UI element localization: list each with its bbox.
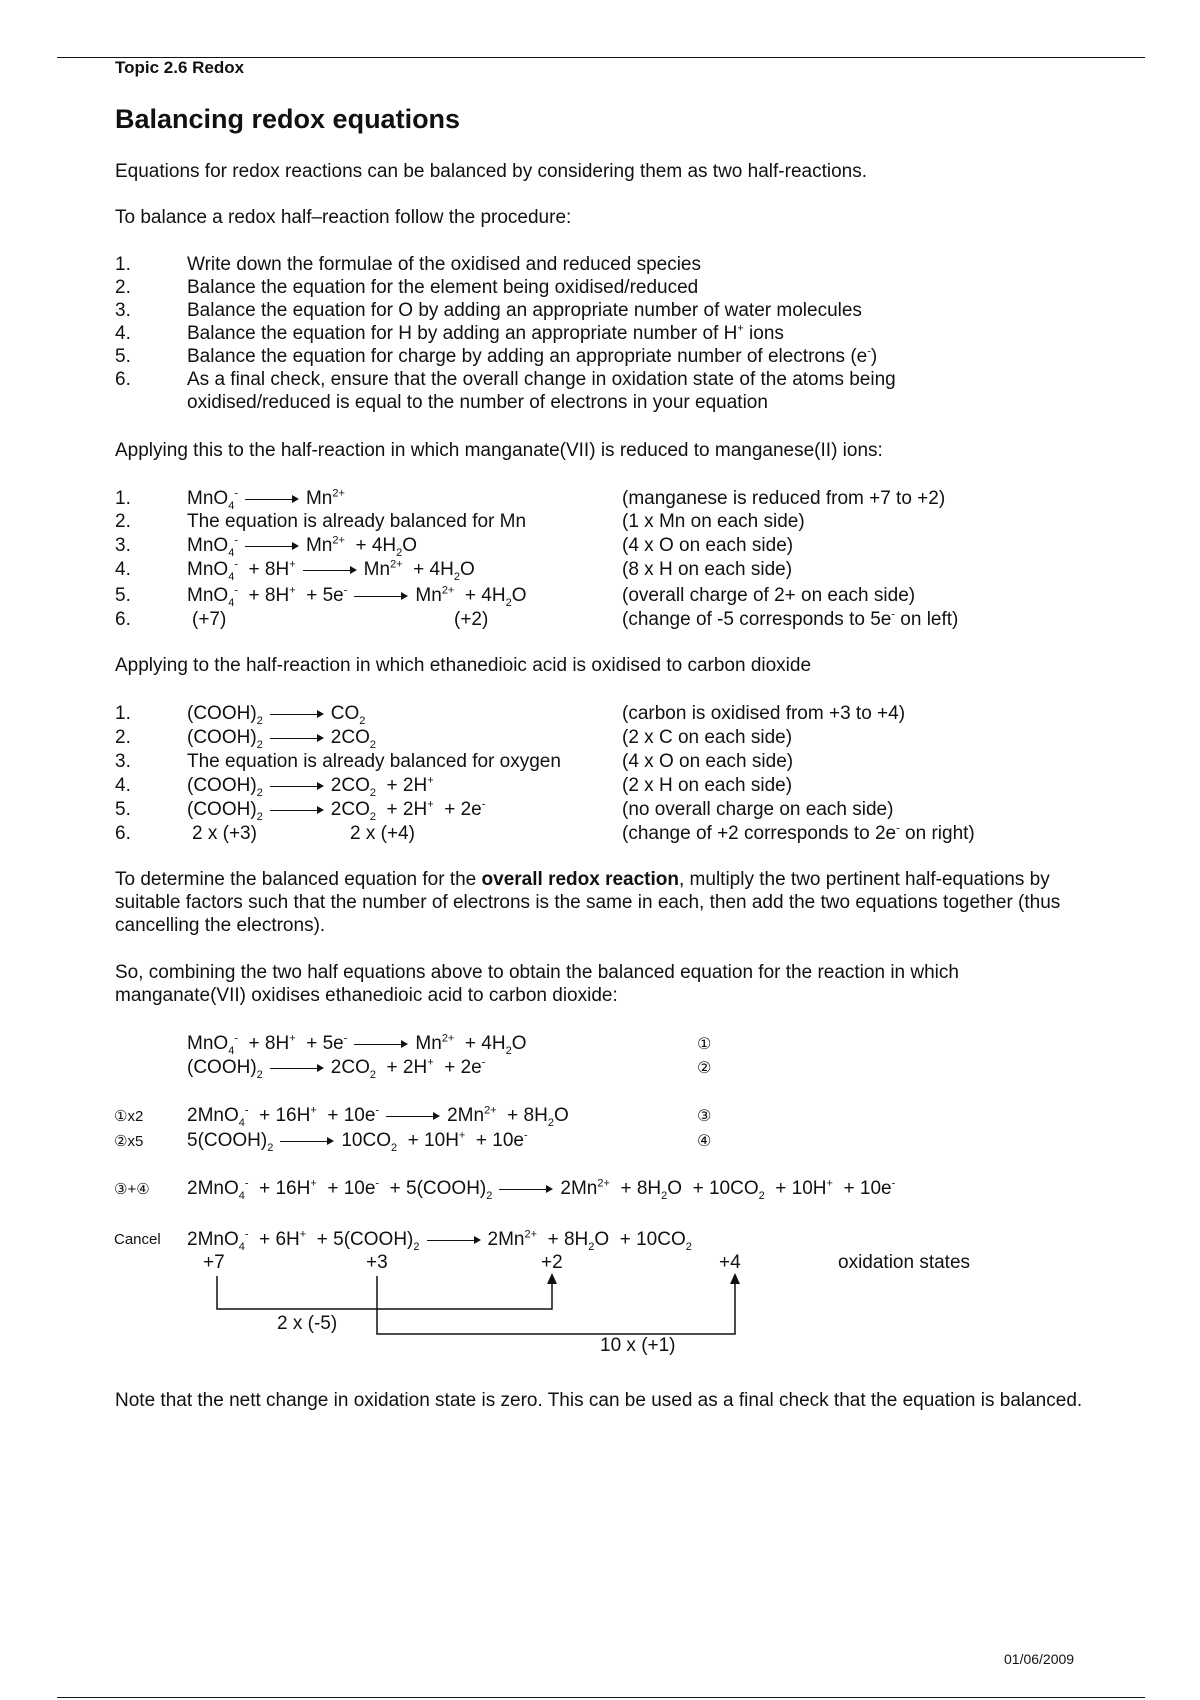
row-number: 5.	[115, 799, 131, 820]
equation-marker: ①	[697, 1036, 712, 1053]
topic-heading: Topic 2.6 Redox	[115, 58, 245, 77]
note: (carbon is oxidised from +3 to +4)	[622, 703, 906, 724]
equation: $(COOH)_2$ $CO_2$	[187, 703, 366, 727]
step-number: 5.	[115, 346, 131, 367]
note: (2 x H on each side)	[622, 775, 793, 796]
note: (4 x O on each side)	[622, 535, 794, 556]
equation: $5(COOH)_2$ $10CO_2 + 10H^+ + 10e^-$	[187, 1129, 528, 1154]
row-number: 3.	[115, 751, 131, 772]
note: (2 x C on each side)	[622, 727, 793, 748]
equation-marker: ③	[697, 1108, 712, 1125]
equation: $(COOH)_2$ $2CO_2$	[187, 727, 376, 751]
equation: The equation is already balanced for Mn	[187, 511, 527, 532]
row-number: 1.	[115, 703, 131, 724]
equation: MnO$_4$- + 8H+ + 5e- $Mn^{2+} + 4H_2O$	[187, 1032, 527, 1057]
equation: 2MnO$_4$- + 16H+ + 10e- $2Mn^{2+} + 8H_2O$	[187, 1104, 569, 1129]
step-text: Balance the equation for charge by adding an appropriate number of electrons (e-)	[187, 345, 878, 367]
step-number: 4.	[115, 323, 131, 344]
step-number: 2.	[115, 277, 131, 298]
multiplier-tag: ①x2	[114, 1108, 144, 1125]
bottom-rule	[57, 1697, 1145, 1698]
row-number: 4.	[115, 775, 131, 796]
note: (overall charge of 2+ on each side)	[622, 585, 916, 606]
final-note: Note that the nett change in oxidation state is zero. This can be used as a final check that the equation is balanced.	[115, 1390, 1083, 1411]
ox-state-left: (+7)	[192, 609, 227, 630]
equation: $(COOH)_2$ $2CO_2 + 2H^+ + 2e^-$	[187, 1056, 486, 1081]
row-number: 5.	[115, 585, 131, 606]
step-text: Balance the equation for H by adding an appropriate number of H+ ions	[187, 322, 784, 344]
step-number: 3.	[115, 300, 131, 321]
manganate-intro: Applying this to the half-reaction in which manganate(VII) is reduced to manganese(II) ions:	[115, 440, 883, 461]
cancel-tag: Cancel	[114, 1231, 161, 1248]
step-text: Balance the equation for O by adding an appropriate number of water molecules	[187, 300, 862, 321]
step-text: Write down the formulae of the oxidised and reduced species	[187, 254, 702, 275]
bracket-label-right: 10 x (+1)	[600, 1335, 676, 1356]
arrowhead-up	[547, 1273, 557, 1284]
ox-state-label: +3	[366, 1252, 388, 1273]
step-text: oxidised/reduced is equal to the number of electrons in your equation	[187, 392, 768, 413]
combining-paragraph: So, combining the two half equations above to obtain the balanced equation for the reaction in which manganate(VII) oxidises ethanedioic acid to carbon dioxide:	[115, 962, 959, 1006]
final-equation: $2MnO_4^- + 6H^+ + 5(COOH)_2$ $2Mn^{2+} + 8H_2O + 10CO_2$	[187, 1228, 692, 1253]
row-number: 2.	[115, 511, 131, 532]
equation: The equation is already balanced for oxygen	[187, 751, 561, 772]
ox-state-caption: oxidation states	[838, 1252, 971, 1273]
row-number: 2.	[115, 727, 131, 748]
row-number: 1.	[115, 488, 131, 509]
multiplier-tag: ②x5	[114, 1133, 144, 1150]
row-number: 3.	[115, 535, 131, 556]
equation-marker: ④	[697, 1133, 712, 1150]
overall-paragraph: To determine the balanced equation for the overall redox reaction, multiply the two pertinent half-equations by suitable factors such that the number of electrons is the same in each, then add the two equations together (thus cancelling the electrons).	[115, 869, 1061, 936]
equation-marker: ②	[697, 1060, 712, 1077]
ox-state-label: +4	[719, 1252, 741, 1273]
equation: MnO$_4$- + 8H+ + 5e- $Mn^{2+} + 4H_2O$	[187, 584, 527, 609]
note: (8 x H on each side)	[622, 559, 793, 580]
note: (4 x O on each side)	[622, 751, 794, 772]
step-number: 6.	[115, 369, 131, 390]
equation: MnO$_4$- $Mn^{2+} + 4H_2O$	[187, 534, 418, 559]
ox-state-left: 2 x (+3)	[192, 823, 257, 844]
footer-date: 01/06/2009	[1004, 1651, 1075, 1667]
step-text: Balance the equation for the element being oxidised/reduced	[187, 277, 699, 298]
note: (change of +2 corresponds to 2e- on right)	[622, 822, 975, 844]
sum-tag: ③+④	[114, 1181, 150, 1198]
step-number: 1.	[115, 254, 131, 275]
ox-state-right: 2 x (+4)	[350, 823, 415, 844]
row-number: 4.	[115, 559, 131, 580]
reduction-bracket-line	[217, 1276, 552, 1309]
bracket-label-left: 2 x (-5)	[277, 1313, 338, 1334]
ox-state-label: +7	[203, 1252, 225, 1273]
row-number: 6.	[115, 823, 131, 844]
oxidation-bracket-line	[377, 1276, 735, 1334]
note: (manganese is reduced from +7 to +2)	[622, 488, 946, 509]
arrowhead-up	[730, 1273, 740, 1284]
ox-state-right: (+2)	[454, 609, 489, 630]
page-title: Balancing redox equations	[115, 104, 461, 134]
ethanedioic-intro: Applying to the half-reaction in which ethanedioic acid is oxidised to carbon dioxide	[115, 655, 812, 676]
equation: $2MnO_4^- + 16H^+ + 10e^- + 5(COOH)_2$ $2Mn^{2+} + 8H_2O + 10CO_2 + 10H^+ + 10e^-$	[187, 1177, 896, 1202]
equation: MnO$_4$- $Mn^{2+}$	[187, 487, 345, 512]
note: (no overall charge on each side)	[622, 799, 894, 820]
intro-text: Equations for redox reactions can be balanced by considering them as two half-reactions.	[115, 161, 867, 182]
equation: $(COOH)_2$ $2CO_2 + 2H^+$	[187, 774, 434, 799]
equation: $(COOH)_2$ $2CO_2 + 2H^+ + 2e^-$	[187, 798, 486, 823]
ox-state-label: +2	[541, 1252, 563, 1273]
procedure-intro: To balance a redox half–reaction follow the procedure:	[115, 207, 572, 228]
note: (1 x Mn on each side)	[622, 511, 805, 532]
equation: MnO$_4$- + 8H+ $Mn^{2+} + 4H_2O$	[187, 558, 475, 583]
row-number: 6.	[115, 609, 131, 630]
note: (change of -5 corresponds to 5e- on left)	[622, 608, 959, 630]
step-text: As a final check, ensure that the overall change in oxidation state of the atoms being	[187, 369, 896, 390]
